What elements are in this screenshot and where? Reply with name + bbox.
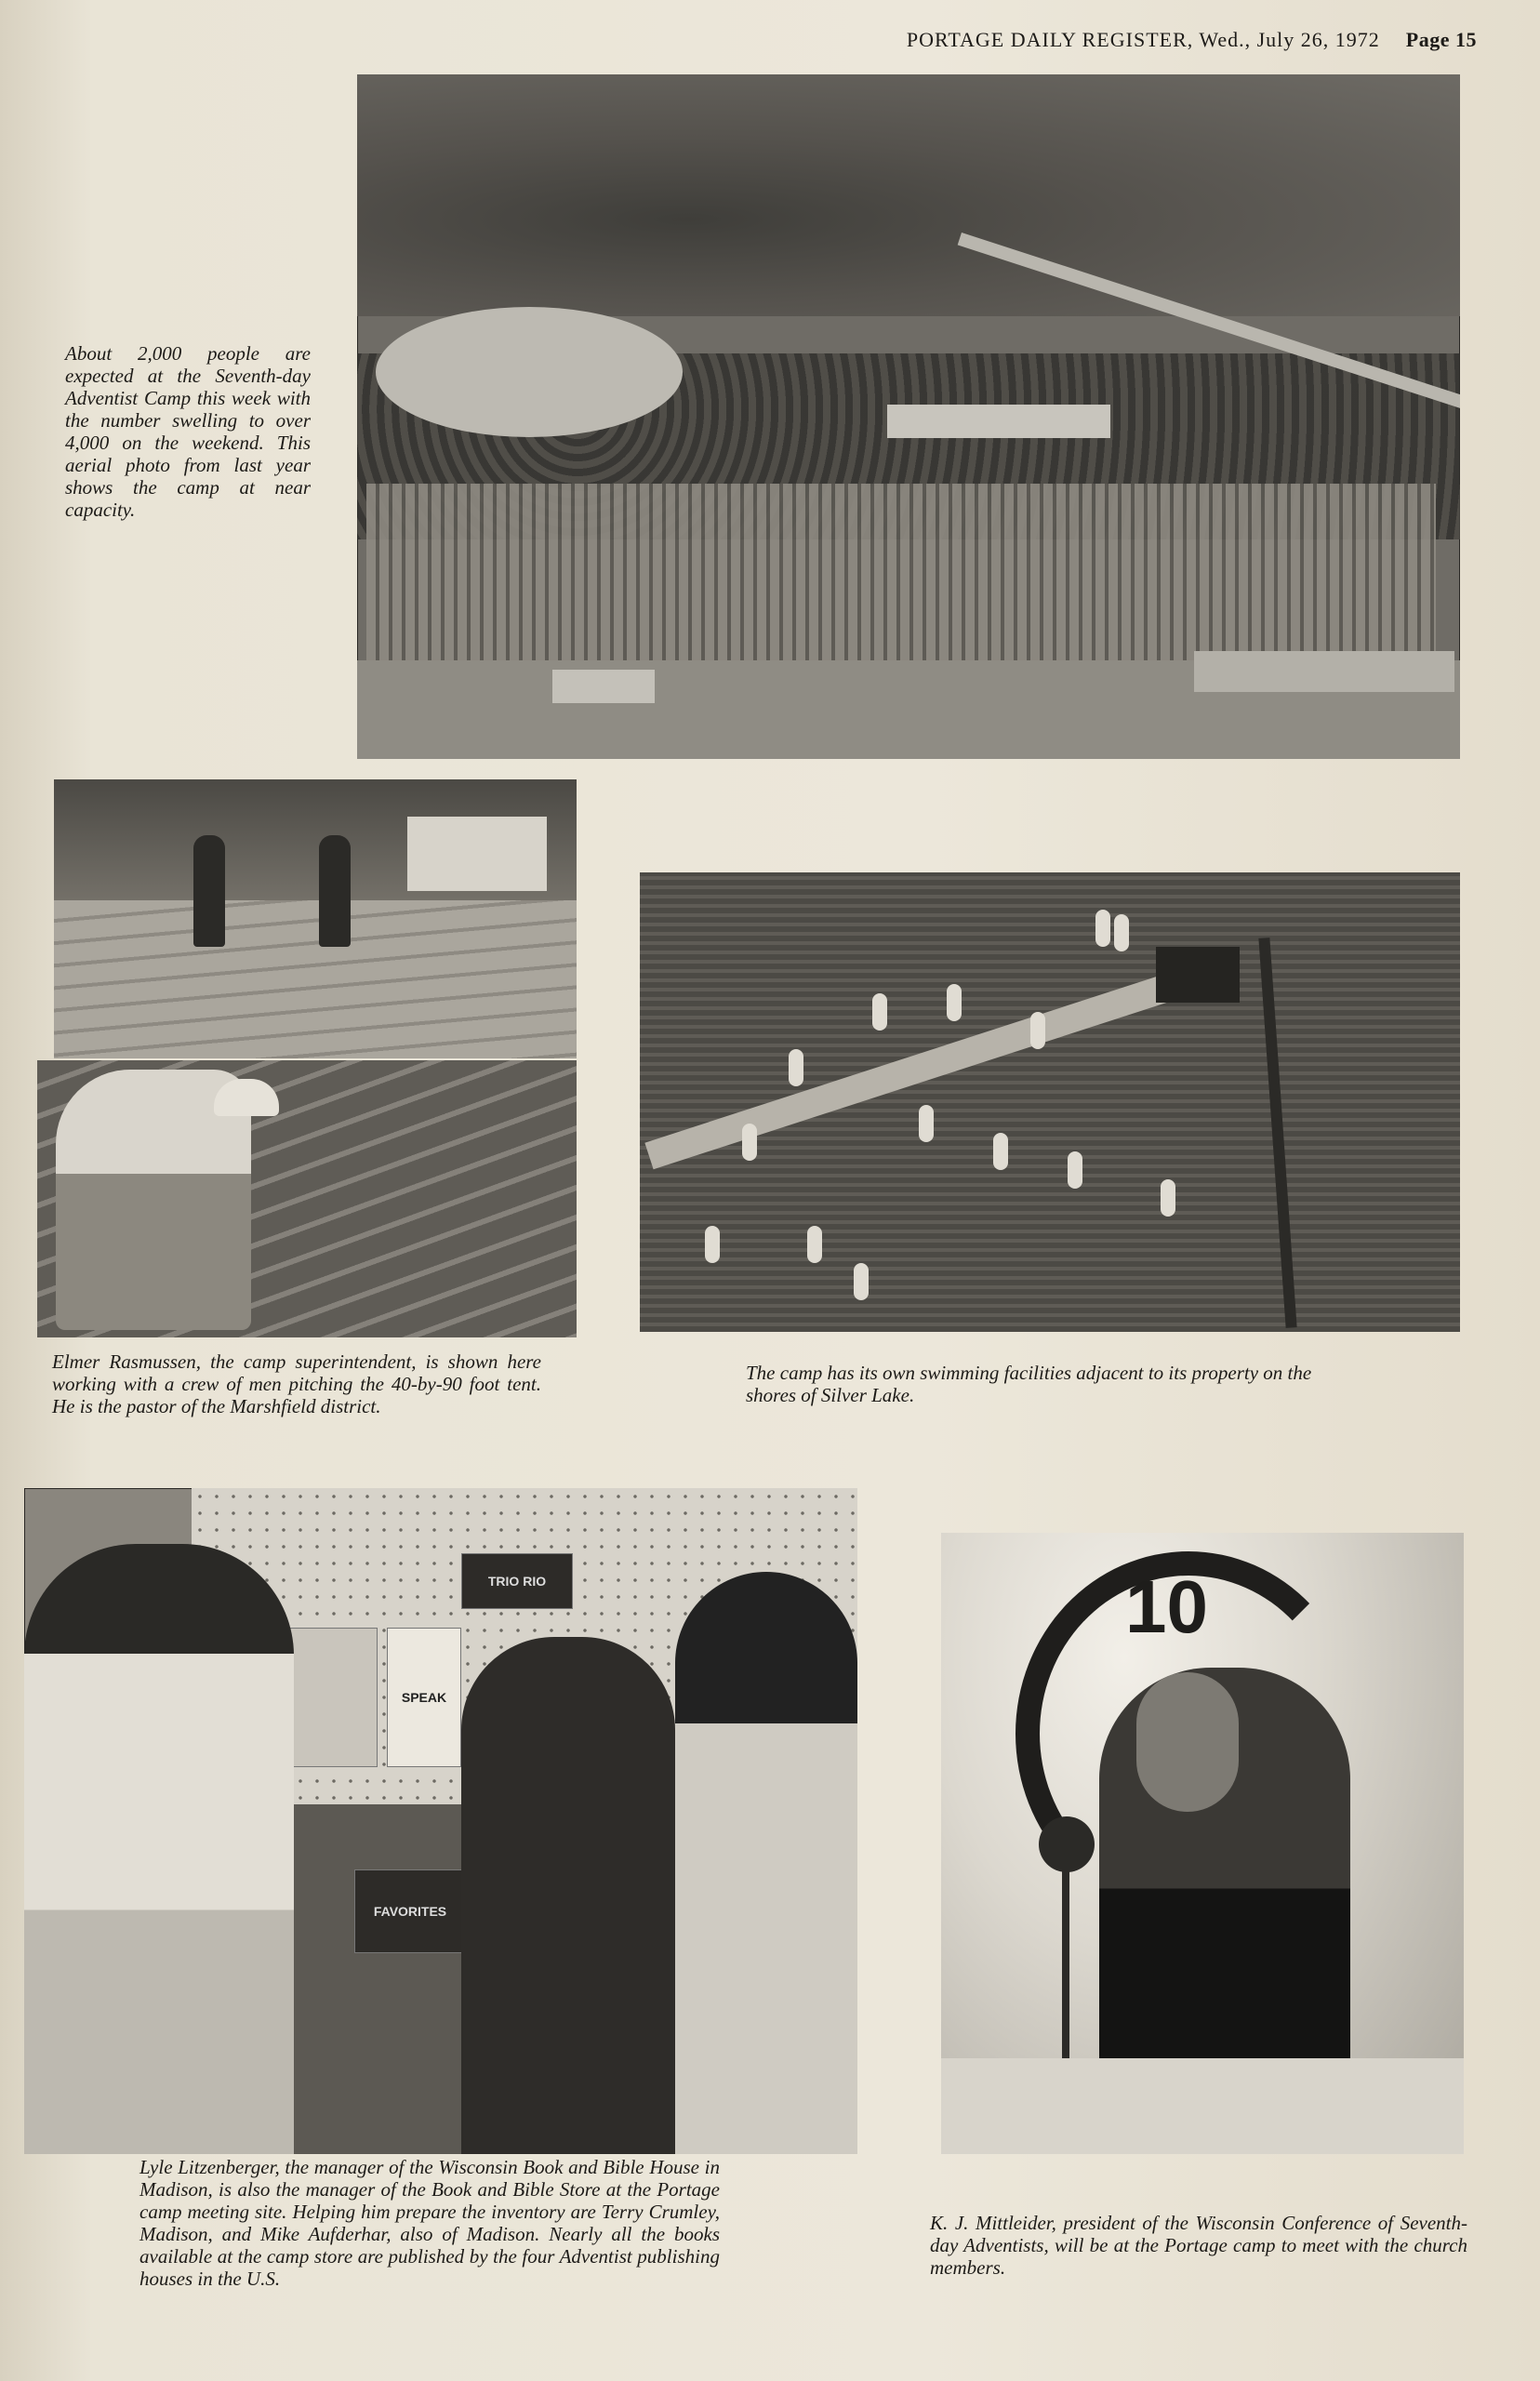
caption-aerial: About 2,000 people are expected at the Seventh-day Adventist Camp this week with the number swelling to over 4,000 on the weekend. This aerial photo from last year shows the camp at near capacity. (65, 342, 311, 521)
speaker-photo (941, 1533, 1464, 2154)
dial-number: 10 (1125, 1565, 1208, 1648)
book-speak: SPEAK (387, 1628, 461, 1767)
tent-crew-photo (54, 779, 577, 1058)
aerial-camp-photo (357, 74, 1460, 759)
caption-bookstore: Lyle Litzenberger, the manager of the Wisconsin Book and Bible House in Madison, is also the manager of the Book and Bible Store at the Portage camp meeting site. Helping him prepare the inventory are Terry Crumley, Madison, and Mike Aufderhar, also of Madison. Nearly all the books available at the camp store are published by the four Adventist publishing houses in the U.S. (139, 2156, 720, 2290)
book-favorites: FAVORITES (354, 1869, 466, 1953)
tent-pitching-photo (37, 1060, 577, 1337)
page-number: Page 15 (1405, 28, 1477, 51)
microphone-icon (1039, 1816, 1095, 1872)
book-cover (285, 1628, 378, 1767)
masthead (733, 28, 1477, 52)
publication-dateline: PORTAGE DAILY REGISTER, Wed., July 26, 1972 (906, 28, 1380, 51)
record-album-trio-rio: TRIO RIO (461, 1553, 573, 1609)
swimming-photo (640, 872, 1460, 1332)
bookstore-photo (24, 1488, 857, 2154)
caption-speaker: K. J. Mittleider, president of the Wisconsin Conference of Seventh-day Adventists, will be at the Portage camp to meet with the church members. (930, 2212, 1467, 2279)
caption-swimming: The camp has its own swimming facilities adjacent to its property on the shores of Silver Lake. (746, 1362, 1312, 1406)
caption-tent: Elmer Rasmussen, the camp superintendent, is shown here working with a crew of men pitching the 40-by-90 foot tent. He is the pastor of the Marshfield district. (52, 1350, 541, 1417)
